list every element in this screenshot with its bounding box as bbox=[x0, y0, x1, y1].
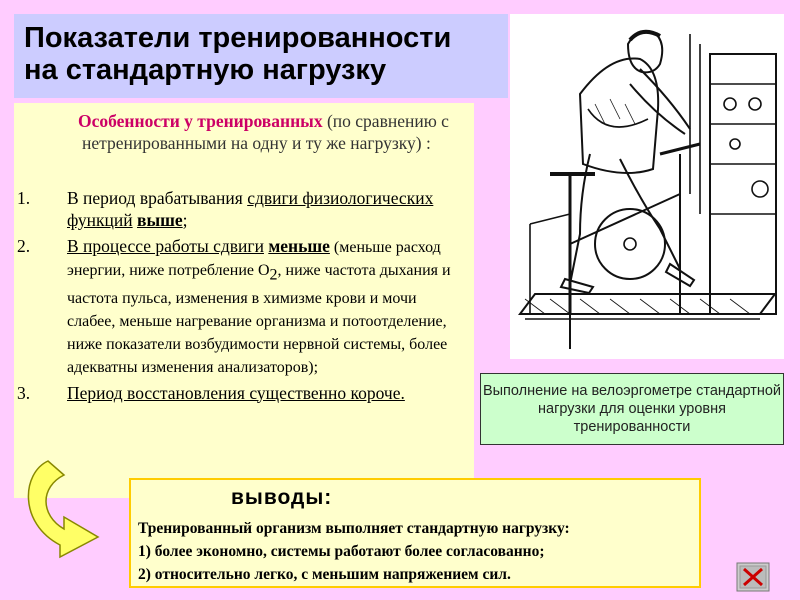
features-list bbox=[14, 187, 474, 408]
features-text-box bbox=[14, 103, 474, 498]
conclusions-heading: выводы: bbox=[231, 486, 333, 509]
intro-paragraph bbox=[14, 103, 474, 154]
list-number: 1. bbox=[17, 188, 31, 208]
title-line-1: Показатели тренированности bbox=[24, 22, 452, 54]
item-detail: (меньше расход энергии, ниже потребление О bbox=[67, 239, 441, 279]
conclusions-line-2: 1) более экономно, системы работают более согласованно; bbox=[138, 543, 545, 560]
conclusions-line-1: Тренированный организм выполняет стандартную нагрузку: bbox=[138, 520, 570, 537]
title-box bbox=[14, 14, 508, 98]
conclusions-line-3: 2) относительно легко, с меньшим напряжением сил. bbox=[138, 566, 511, 583]
item-underlined: В процессе работы сдвиги bbox=[67, 236, 264, 256]
item-text: В период врабатывания bbox=[67, 188, 248, 208]
cyclist-drawing bbox=[510, 14, 784, 359]
item-detail: , ниже частота дыхания и частота пульса, изменения в химизме крови и мочи слабее, меньше нагревание организма и потоотделение, ниже показатели возбудимости нервной системы, более адекватны изменения анализаторов); bbox=[67, 262, 451, 376]
item-emphasis: выше bbox=[137, 210, 183, 230]
list-number: 3. bbox=[17, 382, 31, 403]
item-underlined: сдвиги физиологических функций bbox=[67, 188, 434, 230]
list-item-2 bbox=[14, 235, 474, 378]
close-icon[interactable] bbox=[736, 562, 770, 592]
item-text: ; bbox=[182, 210, 188, 230]
page-title bbox=[14, 14, 508, 86]
item-subscript: 2 bbox=[269, 266, 278, 284]
intro-highlight: Особенности у тренированных bbox=[78, 111, 323, 131]
title-line-2: на стандартную нагрузку bbox=[24, 54, 387, 86]
curved-arrow-icon bbox=[20, 453, 140, 565]
item-emphasis: меньше bbox=[268, 236, 330, 256]
list-item-3 bbox=[14, 382, 474, 404]
intro-rest: (по сравнению с нетренированными на одну и ту же нагрузку) : bbox=[82, 111, 449, 153]
cyclist-ergometer-illustration bbox=[510, 14, 784, 359]
item-underlined: Период восстановления существенно короче. bbox=[67, 382, 405, 403]
list-item-1 bbox=[14, 187, 474, 231]
illustration-caption: Выполнение на велоэргометре стандартной нагрузки для оценки уровня тренированности bbox=[480, 373, 784, 445]
list-number: 2. bbox=[17, 236, 31, 256]
conclusions-box bbox=[129, 478, 701, 588]
